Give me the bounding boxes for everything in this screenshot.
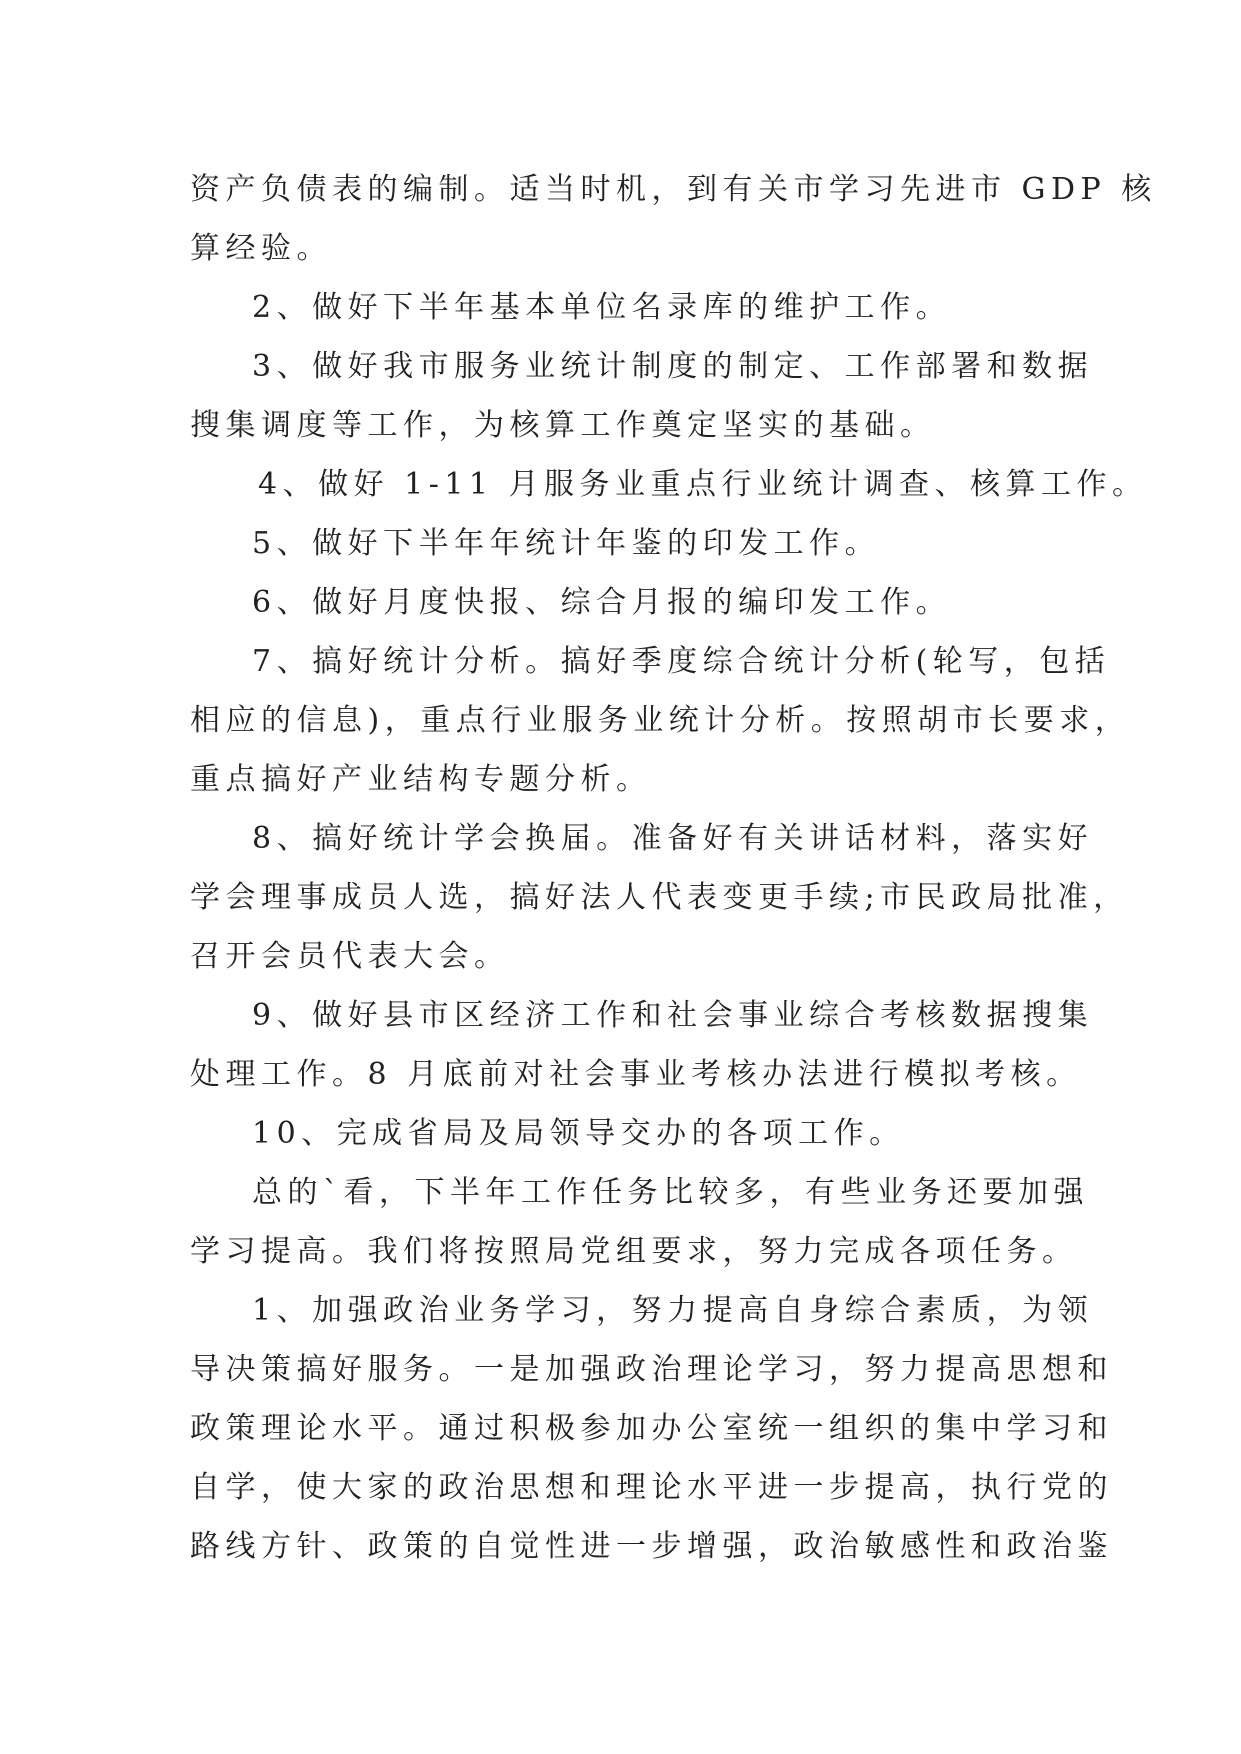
paragraph-continuation xyxy=(190,160,1157,278)
paragraph-item-6 xyxy=(190,573,1070,632)
paragraph-item-9 xyxy=(190,986,1094,1104)
text-line: 自学，使大家的政治思想和理论水平进一步提高，执行党的 xyxy=(190,1470,1113,1505)
text-line: 1、加强政治业务学习，努力提高自身综合素质，为领 xyxy=(252,1293,1094,1328)
text-line: 3、做好我市服务业统计制度的制定、工作部署和数据 xyxy=(252,349,1094,384)
text-line: 7、搞好统计分析。搞好季度综合统计分析(轮写，包括 xyxy=(252,644,1111,679)
text-line: 4、做好 1-11 月服务业重点行业统计调查、核算工作。 xyxy=(258,467,1148,502)
body-text xyxy=(190,160,1157,1576)
text-line: 召开会员代表大会。 xyxy=(190,939,510,974)
text-line: 相应的信息)，重点行业服务业统计分析。按照胡市长要求， xyxy=(190,703,1131,738)
text-line: 学会理事成员人选，搞好法人代表变更手续;市民政局批准， xyxy=(190,880,1129,915)
text-line: 导决策搞好服务。一是加强政治理论学习，努力提高思想和 xyxy=(190,1352,1113,1387)
paragraph-item-8 xyxy=(190,809,1129,986)
paragraph-item-7 xyxy=(190,632,1131,809)
text-line: 8、搞好统计学会换届。准备好有关讲话材料，落实好 xyxy=(252,821,1094,856)
text-line: 5、做好下半年年统计年鉴的印发工作。 xyxy=(252,526,881,561)
text-line: 6、做好月度快报、综合月报的编印发工作。 xyxy=(252,585,952,620)
paragraph-item-4 xyxy=(190,455,1148,514)
text-line: 处理工作。8 月底前对社会事业考核办法进行模拟考核。 xyxy=(190,1057,1082,1092)
text-line: 9、做好县市区经济工作和社会事业综合考核数据搜集 xyxy=(252,998,1094,1033)
paragraph-item-10 xyxy=(190,1104,1070,1163)
text-line: 政策理论水平。通过积极参加办公室统一组织的集中学习和 xyxy=(190,1411,1113,1446)
paragraph-measure-1 xyxy=(190,1281,1113,1576)
text-line: 学习提高。我们将按照局党组要求，努力完成各项任务。 xyxy=(190,1234,1078,1269)
paragraph-item-5 xyxy=(190,514,1070,573)
paragraph-item-2 xyxy=(190,278,1070,337)
paragraph-summary xyxy=(190,1163,1089,1281)
text-line: 重点搞好产业结构专题分析。 xyxy=(190,762,652,797)
text-line: 路线方针、政策的自觉性进一步增强，政治敏感性和政治鉴 xyxy=(190,1529,1113,1564)
text-line: 资产负债表的编制。适当时机，到有关市学习先进市 GDP 核 xyxy=(190,172,1157,207)
text-line: 2、做好下半年基本单位名录库的维护工作。 xyxy=(252,290,952,325)
text-line: 总的`看，下半年工作任务比较多，有些业务还要加强 xyxy=(252,1175,1089,1210)
paragraph-item-3 xyxy=(190,337,1094,455)
text-line: 10、完成省局及局领导交办的各项工作。 xyxy=(252,1116,905,1151)
text-line: 搜集调度等工作，为核算工作奠定坚实的基础。 xyxy=(190,408,936,443)
text-line: 算经验。 xyxy=(190,231,332,266)
